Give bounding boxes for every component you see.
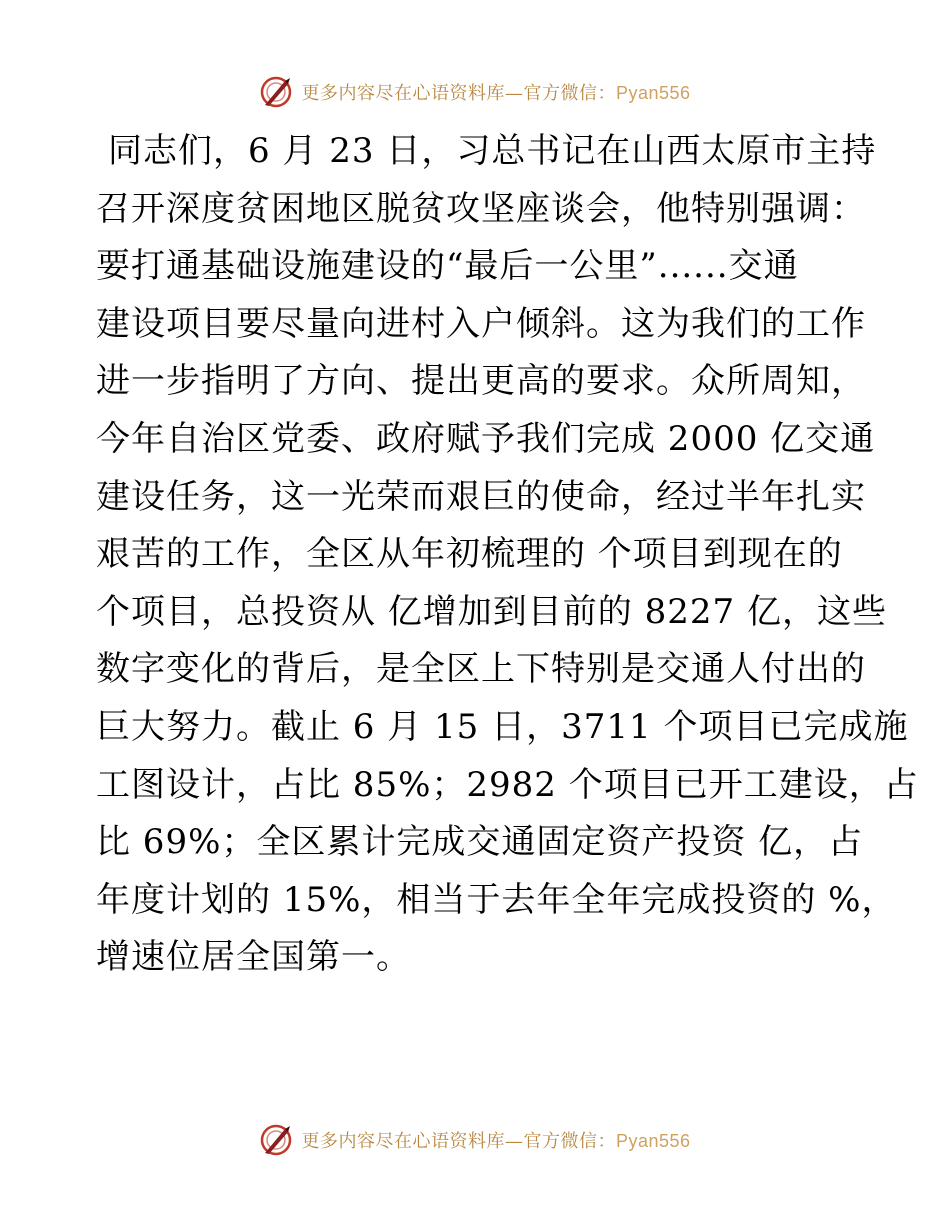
body-line-5: 进一步指明了方向、提出更高的要求。众所周知， — [96, 361, 866, 402]
body-line-8: 艰苦的工作，全区从年初梳理的 个项目到现在的 — [96, 534, 843, 575]
footer-text — [301, 1127, 690, 1153]
header-handle: Pyan556 — [615, 83, 691, 103]
body-line-12: 工图设计，占比 85%；2982 个项目已开工建设，占 — [96, 764, 919, 805]
quill-pen-circle-icon — [259, 75, 293, 109]
footer-handle: Pyan556 — [615, 1131, 691, 1151]
body-line-15: 增速位居全国第一。 — [96, 937, 411, 978]
header-label: 更多内容尽在心语资料库—官方微信： — [301, 83, 616, 104]
body-line-14: 年度计划的 15%，相当于去年全年完成投资的 %， — [96, 879, 897, 920]
body-line-11: 巨大努力。截止 6 月 15 日，3711 个项目已完成施 — [96, 706, 909, 747]
footer-label: 更多内容尽在心语资料库—官方微信： — [301, 1131, 616, 1152]
body-line-10: 数字变化的背后，是全区上下特别是交通人付出的 — [96, 649, 866, 690]
body-line-1: 同志们，6 月 23 日，习总书记在山西太原市主持 — [108, 131, 877, 171]
body-line-7: 建设任务，这一光荣而艰巨的使命，经过半年扎实 — [96, 476, 866, 517]
body-line-9: 个项目，总投资从 亿增加到目前的 8227 亿，这些 — [96, 591, 887, 632]
body-line-2: 召开深度贫困地区脱贫攻坚座谈会，他特别强调： — [96, 188, 866, 229]
footer-banner — [0, 1120, 950, 1160]
quill-pen-circle-icon — [259, 1123, 293, 1157]
document-body — [96, 123, 919, 987]
body-line-6: 今年自治区党委、政府赋予我们完成 2000 亿交通 — [96, 418, 876, 459]
header-banner — [0, 72, 950, 112]
body-line-13: 比 69%；全区累计完成交通固定资产投资 亿，占 — [96, 822, 864, 863]
body-line-4: 建设项目要尽量向进村入户倾斜。这为我们的工作 — [96, 303, 866, 344]
header-text — [301, 79, 690, 105]
body-line-3: 要打通基础设施建设的“最后一公里”......交通 — [96, 246, 799, 287]
